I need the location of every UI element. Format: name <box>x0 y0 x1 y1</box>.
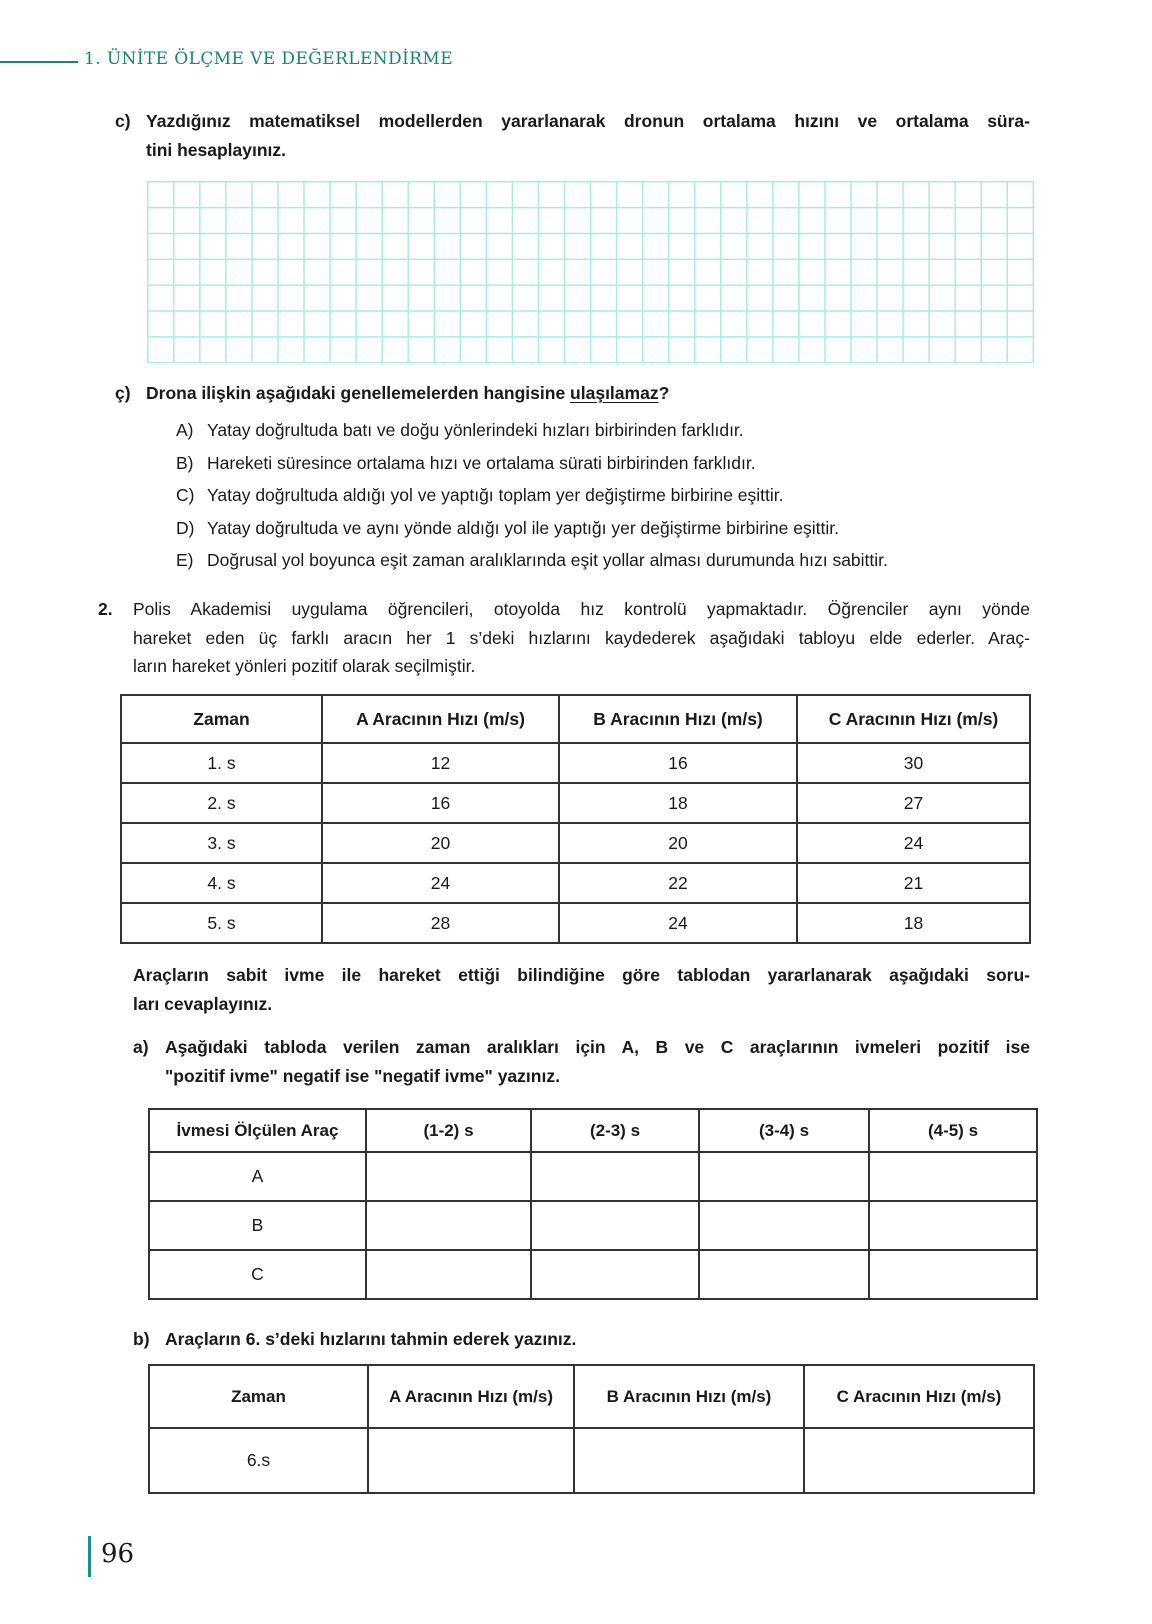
instruction-note-line2: ları cevaplayınız. <box>133 993 273 1014</box>
cell-value: 18 <box>559 783 797 823</box>
answer-cell <box>366 1250 531 1299</box>
page-number-accent-bar <box>88 1536 91 1577</box>
option-c <box>176 485 1036 506</box>
option-e-text: Doğrusal yol boyunca eşit zaman aralıklarında eşit yollar alması durumunda hızı sabittir. <box>207 550 888 570</box>
cell-value: 30 <box>797 743 1030 783</box>
instruction-note-line1: Araçların sabit ivme ile hareket ettiği bilindiğine göre tablodan yararlanarak aşağıdaki soru- <box>133 965 1030 985</box>
answer-cell <box>368 1428 574 1493</box>
answer-cell <box>574 1428 804 1493</box>
option-e-label: E) <box>176 550 194 570</box>
item-a <box>133 1033 1030 1090</box>
table-row <box>149 1428 1034 1493</box>
acc-header-4-5: (4-5) s <box>869 1109 1037 1152</box>
cell-value: 20 <box>322 823 559 863</box>
option-d-label: D) <box>176 517 195 538</box>
item-b <box>133 1325 1030 1354</box>
cell-value: 24 <box>559 903 797 943</box>
question-suffix: ? <box>658 383 670 403</box>
answer-cell <box>531 1201 699 1250</box>
acc-header-vehicle: İvmesi Ölçülen Araç <box>149 1109 366 1152</box>
acc-header-2-3: (2-3) s <box>531 1109 699 1152</box>
option-a <box>176 420 1036 441</box>
header-rule <box>0 61 78 63</box>
item-c-label: c) <box>115 111 131 131</box>
row-label-6s: 6.s <box>149 1428 368 1493</box>
answer-cell <box>531 1250 699 1299</box>
item-cq <box>115 379 1030 408</box>
item-a-label: a) <box>133 1037 149 1057</box>
answer-cell <box>869 1201 1037 1250</box>
item-b-text: Araçların 6. s’deki hızlarını tahmin ederek yazınız. <box>165 1329 577 1349</box>
answer-cell <box>699 1152 869 1201</box>
option-a-text: Yatay doğrultuda batı ve doğu yönlerindeki hızları birbirinden farklıdır. <box>207 420 744 440</box>
prediction-table-header-row <box>149 1365 1034 1428</box>
acceleration-table-header-row <box>149 1109 1037 1152</box>
cell-time: 3. s <box>121 823 322 863</box>
answer-cell <box>869 1152 1037 1201</box>
question-underlined-word: ulaşılamaz <box>570 383 659 403</box>
answer-cell <box>531 1152 699 1201</box>
question-2-number: 2. <box>98 599 113 619</box>
question-2-line1: Polis Akademisi uygulama öğrencileri, otoyolda hız kontrolü yapmaktadır. Öğrenciler aynı yönde <box>133 599 1030 619</box>
cell-value: 28 <box>322 903 559 943</box>
question-prefix: Drona ilişkin aşağıdaki genellemelerden hangisine <box>146 383 571 403</box>
item-a-line1: Aşağıdaki tabloda verilen zaman aralıkları için A, B ve C araçlarının ivmeleri pozitif ise <box>165 1037 1030 1057</box>
table-row <box>121 743 1030 783</box>
prediction-table <box>148 1364 1035 1494</box>
option-d-text: Yatay doğrultuda ve aynı yönde aldığı yol ile yaptığı yer değiştirme birbirine eşittir. <box>207 517 839 538</box>
cell-value: 24 <box>797 823 1030 863</box>
answer-cell <box>699 1201 869 1250</box>
item-cq-label: ç) <box>115 383 131 403</box>
cell-value: 22 <box>559 863 797 903</box>
table-row <box>149 1201 1037 1250</box>
speed-table-header-row <box>121 695 1030 743</box>
cell-time: 5. s <box>121 903 322 943</box>
speed-table-header-b: B Aracının Hızı (m/s) <box>559 695 797 743</box>
cell-value: 27 <box>797 783 1030 823</box>
item-cq-question <box>146 379 1030 408</box>
cell-value: 16 <box>322 783 559 823</box>
acc-header-1-2: (1-2) s <box>366 1109 531 1152</box>
acceleration-table <box>148 1108 1038 1300</box>
unit-header: 1. ÜNİTE ÖLÇME VE DEĞERLENDİRME <box>84 49 454 69</box>
item-c-line2: tini hesaplayınız. <box>146 139 287 160</box>
cell-value: 18 <box>797 903 1030 943</box>
question-2 <box>98 595 1030 681</box>
question-2-line2: hareket eden üç farklı aracın her 1 s’deki hızlarını kaydederek aşağıdaki tabloyu elde ederler. Araç- <box>133 627 1030 648</box>
pred-header-zaman: Zaman <box>149 1365 368 1428</box>
option-c-text: Yatay doğrultuda aldığı yol ve yaptığı toplam yer değiştirme birbirine eşittir. <box>207 485 784 505</box>
question-2-line3: ların hareket yönleri pozitif olarak seçilmiştir. <box>133 656 476 676</box>
row-label-c: C <box>149 1250 366 1299</box>
cell-value: 12 <box>322 743 559 783</box>
answer-cell <box>869 1250 1037 1299</box>
speed-table <box>120 694 1031 944</box>
option-b-text: Hareketi süresince ortalama hızı ve ortalama sürati birbirinden farklıdır. <box>207 452 756 473</box>
acc-header-3-4: (3-4) s <box>699 1109 869 1152</box>
pred-header-a: A Aracının Hızı (m/s) <box>368 1365 574 1428</box>
option-c-label: C) <box>176 485 195 505</box>
answer-cell <box>804 1428 1034 1493</box>
row-label-a: A <box>149 1152 366 1201</box>
answer-grid-paper <box>147 181 1034 363</box>
page-number: 96 <box>101 1539 135 1569</box>
item-b-label: b) <box>133 1329 150 1349</box>
speed-table-header-c: C Aracının Hızı (m/s) <box>797 695 1030 743</box>
cell-value: 20 <box>559 823 797 863</box>
option-d <box>176 518 1036 539</box>
table-row <box>121 783 1030 823</box>
answer-cell <box>699 1250 869 1299</box>
speed-table-header-a: A Aracının Hızı (m/s) <box>322 695 559 743</box>
table-row <box>149 1152 1037 1201</box>
table-row <box>149 1250 1037 1299</box>
row-label-b: B <box>149 1201 366 1250</box>
instruction-note <box>133 961 1030 1018</box>
option-b <box>176 453 1036 474</box>
pred-header-b: B Aracının Hızı (m/s) <box>574 1365 804 1428</box>
speed-table-header-zaman: Zaman <box>121 695 322 743</box>
cell-time: 1. s <box>121 743 322 783</box>
option-a-label: A) <box>176 420 194 440</box>
table-row <box>121 863 1030 903</box>
cell-value: 16 <box>559 743 797 783</box>
answer-cell <box>366 1152 531 1201</box>
cell-value: 21 <box>797 863 1030 903</box>
cell-time: 4. s <box>121 863 322 903</box>
option-list <box>176 420 1036 571</box>
item-a-line2: "pozitif ivme" negatif ise "negatif ivme" yazınız. <box>165 1065 560 1086</box>
item-c-line1: Yazdığınız matematiksel modellerden yararlanarak dronun ortalama hızını ve ortalama süra- <box>146 111 1030 131</box>
option-e <box>176 550 1036 571</box>
option-b-label: B) <box>176 452 194 473</box>
cell-time: 2. s <box>121 783 322 823</box>
answer-cell <box>366 1201 531 1250</box>
table-row <box>121 903 1030 943</box>
item-c <box>115 107 1030 164</box>
cell-value: 24 <box>322 863 559 903</box>
pred-header-c: C Aracının Hızı (m/s) <box>804 1365 1034 1428</box>
table-row <box>121 823 1030 863</box>
